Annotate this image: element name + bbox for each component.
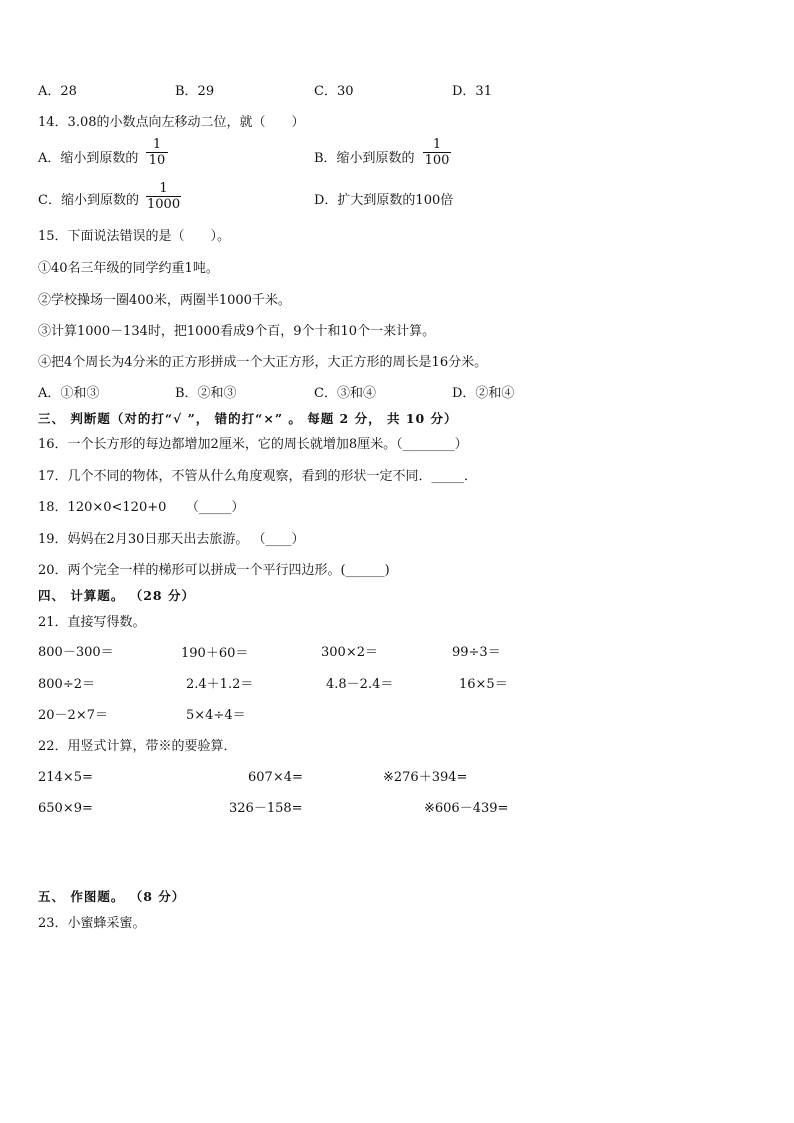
q18: 18．120×0<120+0 （_____） — [38, 500, 245, 515]
fraction-numerator: 1 — [152, 137, 162, 152]
q21-item: 800÷2＝ — [38, 677, 95, 692]
q17: 17．几个不同的物体，不管从什么角度观察，看到的形状一定不同．_____． — [38, 469, 478, 484]
q21-item: 800－300＝ — [38, 645, 114, 660]
q15-statement-1: ①40名三年级的同学约重1吨。 — [38, 261, 219, 276]
q15-option-a: A．①和③ — [38, 386, 100, 401]
fraction-denominator: 1000 — [147, 197, 181, 212]
q21-item: 300×2＝ — [321, 645, 378, 660]
q13-option-d: D．31 — [452, 84, 492, 99]
fraction-denominator: 10 — [148, 153, 166, 168]
section5-heading: 五、 作图题。 （8 分） — [38, 889, 186, 904]
q14-option-c-fraction — [146, 181, 181, 212]
fraction-denominator: 100 — [424, 153, 450, 168]
q13-option-b: B．29 — [175, 84, 215, 99]
q14-option-d: D．扩大到原数的100倍 — [314, 193, 454, 208]
q15-statement-2: ②学校操场一圈400米，两圈半1000千米。 — [38, 293, 291, 308]
fraction-numerator: 1 — [432, 137, 442, 152]
q15-statement-3: ③计算1000－134时，把1000看成9个百，9个十和10个一来计算。 — [38, 324, 436, 339]
q13-option-c: C．30 — [314, 84, 354, 99]
q13-option-a: A．28 — [38, 84, 77, 99]
q21-stem: 21．直接写得数。 — [38, 615, 146, 630]
q21-item: 16×5＝ — [459, 677, 508, 692]
q21-item: 4.8－2.4＝ — [326, 677, 394, 692]
q21-item: 190＋60＝ — [181, 646, 249, 661]
q14-option-b-label: B．缩小到原数的 — [314, 151, 415, 166]
fraction-numerator: 1 — [159, 181, 168, 196]
q22-item: 607×4= — [248, 770, 303, 785]
q22-stem: 22．用竖式计算，带※的要验算． — [38, 739, 237, 754]
q14-option-c-label: C．缩小到原数的 — [38, 193, 139, 208]
q14-option-b-fraction — [423, 137, 451, 168]
section3-heading: 三、 判断题（对的打“√ ”， 错的打“×” 。 每题 2 分， 共 10 分） — [38, 411, 458, 426]
q19: 19．妈妈在2月30日那天出去旅游。 （____） — [38, 532, 305, 547]
q14-option-a-fraction — [146, 137, 168, 168]
q15-option-c: C．③和④ — [314, 386, 376, 401]
q15-statement-4: ④把4个周长为4分米的正方形拼成一个大正方形，大正方形的周长是16分米。 — [38, 355, 488, 370]
q21-item: 5×4÷4＝ — [186, 708, 246, 723]
section4-heading: 四、 计算题。 （28 分） — [38, 588, 195, 603]
q20: 20．两个完全一样的梯形可以拼成一个平行四边形。(______) — [38, 563, 390, 578]
q22-item: 326－158= — [229, 801, 303, 816]
q16: 16．一个长方形的每边都增加2厘米，它的周长就增加8厘米。（________） — [38, 437, 468, 452]
q21-item: 2.4＋1.2＝ — [186, 677, 254, 692]
q15-option-b: B．②和③ — [175, 386, 237, 401]
q23-stem: 23．小蜜蜂采蜜。 — [38, 916, 146, 931]
q22-item: ※276＋394= — [383, 770, 468, 785]
q15-stem: 15．下面说法错误的是（ ）。 — [38, 229, 231, 244]
q21-item: 99÷3＝ — [452, 645, 501, 660]
q21-item: 20－2×7＝ — [38, 708, 108, 723]
q15-option-d: D．②和④ — [452, 386, 515, 401]
q22-item: ※606－439= — [424, 801, 509, 816]
q22-item: 650×9= — [38, 801, 93, 816]
q14-option-a-label: A．缩小到原数的 — [38, 151, 139, 166]
q14-stem: 14．3.08的小数点向左移动二位，就（ ） — [38, 115, 305, 130]
q22-item: 214×5= — [38, 770, 93, 785]
